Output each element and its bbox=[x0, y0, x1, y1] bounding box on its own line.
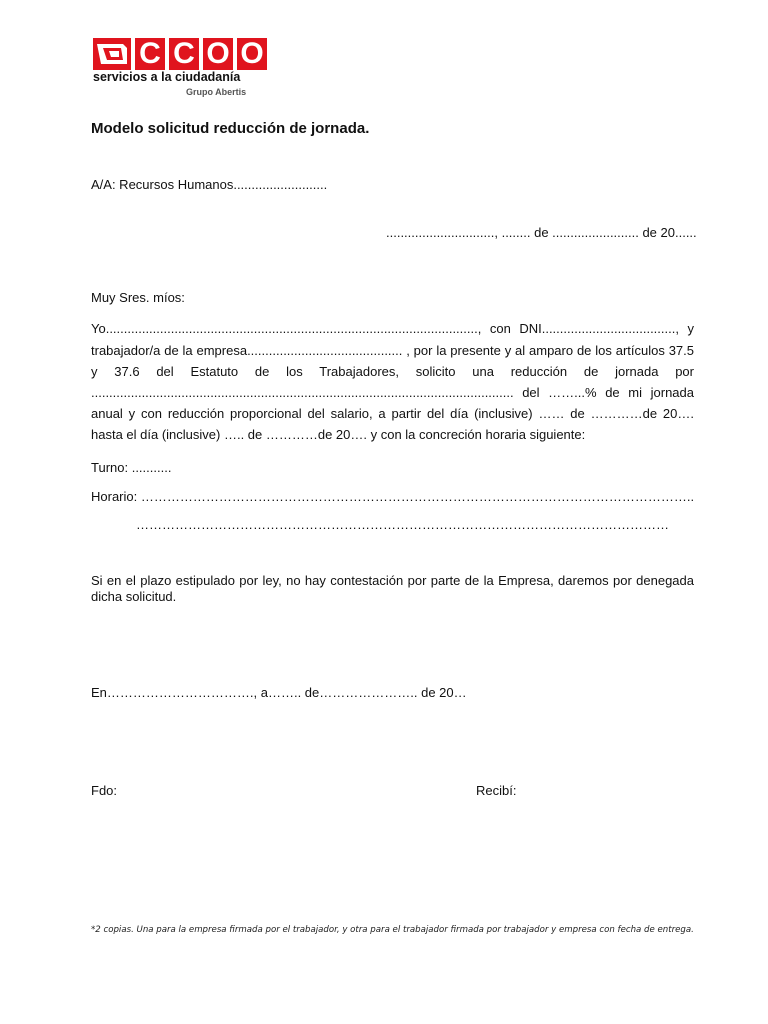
logo-emblem bbox=[93, 38, 131, 70]
logo-letter: O bbox=[203, 38, 233, 70]
body-line: ..................................................................................................................... del ……...% de mi jornada bbox=[91, 385, 694, 400]
date-line: .............................., ........ de ........................ de 20...... bbox=[386, 225, 697, 240]
document-title: Modelo solicitud reducción de jornada. bbox=[91, 120, 370, 137]
addressee-line: A/A: Recursos Humanos.......................... bbox=[91, 177, 328, 192]
body-line: y 37.6 del Estatuto de los Trabajadores, solicito una reducción de jornada por bbox=[91, 364, 694, 379]
horario-continuation: …………………………………………………………………………………………………………… bbox=[136, 517, 669, 532]
notice-line: Si en el plazo estipulado por ley, no hay contestación por parte de la Empresa, daremos por denegada bbox=[91, 573, 694, 588]
logo-subtitle: servicios a la ciudadanía bbox=[93, 70, 241, 84]
body-line: hasta el día (inclusive) ….. de …………de 20…. y con la concreción horaria siguiente: bbox=[91, 427, 586, 442]
logo-letter: C bbox=[135, 38, 165, 70]
place-date-line: En……………………………., a…….. de………………….. de 20… bbox=[91, 685, 467, 700]
ccoo-logo bbox=[93, 38, 269, 100]
body-line: trabajador/a de la empresa........................................... , por la presente y al amparo de los artículos 37.5 bbox=[91, 343, 694, 358]
salutation: Muy Sres. míos: bbox=[91, 290, 185, 305]
body-line: Yo......................................................................................................., con DNI....................................., y bbox=[91, 321, 694, 336]
signature-right: Recibí: bbox=[476, 783, 517, 798]
logo-letter: O bbox=[237, 38, 267, 70]
body-line: anual y con reducción proporcional del salario, a partir del día (inclusive) …… de …………de 20…. bbox=[91, 406, 694, 421]
notice-line: dicha solicitud. bbox=[91, 589, 177, 604]
signature-left: Fdo: bbox=[91, 783, 118, 798]
logo-letter: C bbox=[169, 38, 199, 70]
logo-group-name: Grupo Abertis bbox=[186, 87, 247, 97]
turno-line: Turno: ........... bbox=[91, 460, 172, 475]
logo-emblem-shape bbox=[93, 38, 131, 70]
footnote: *2 copias. Una para la empresa firmada por el trabajador, y otra para el trabajador firmada por trabajador y empresa con fecha de entrega. bbox=[91, 925, 694, 935]
logo-letters bbox=[135, 38, 267, 70]
horario-line: Horario: ……………………………………………………………………………………………………………….. bbox=[91, 489, 694, 504]
